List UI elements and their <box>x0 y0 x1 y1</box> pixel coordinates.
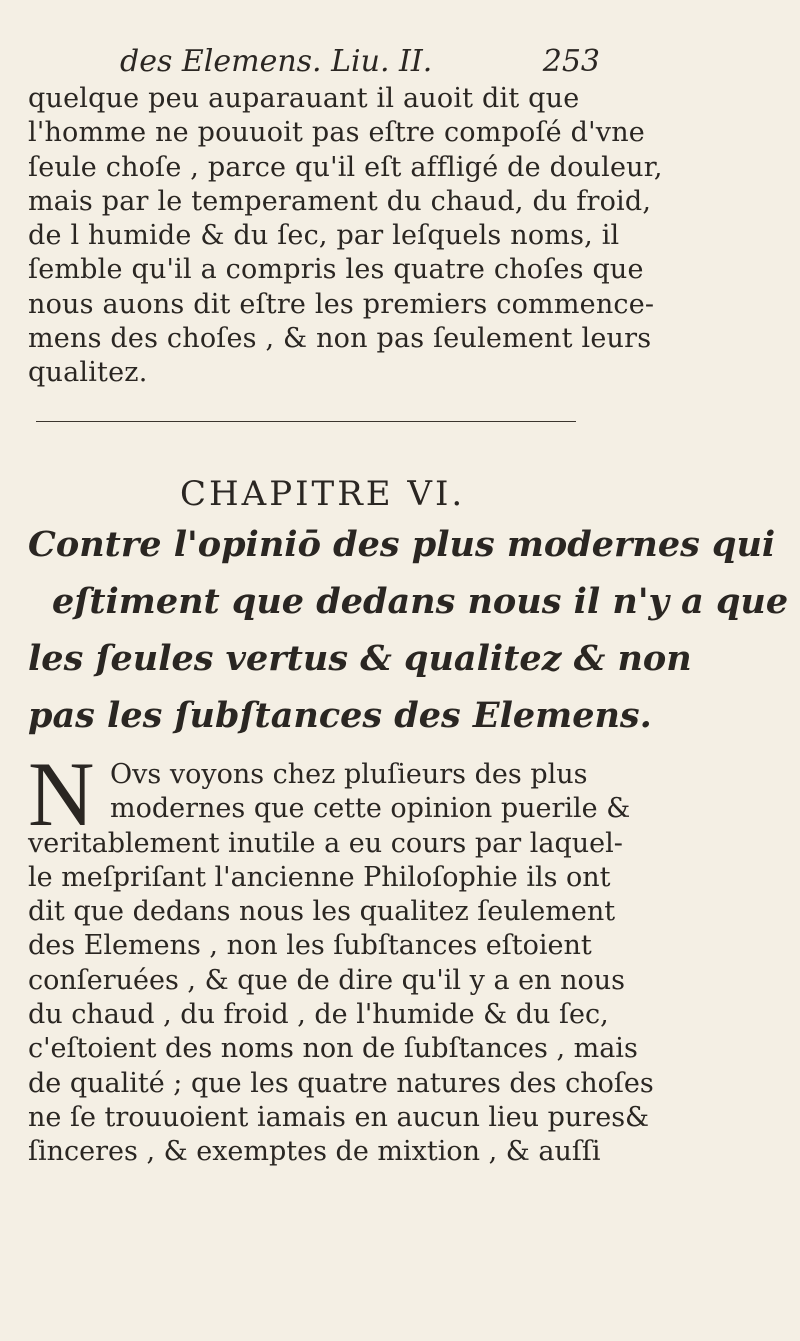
text-line: ne ſe trouuoient iamais en aucun lieu pures& <box>28 1101 650 1133</box>
page-number: 253 <box>542 44 600 79</box>
text-line: de l humide & du ſec, par leſquels noms, il <box>28 220 620 252</box>
text-line: veritablement inutile a eu cours par laquel- <box>28 827 623 859</box>
body-paragraph <box>28 743 788 1170</box>
drop-cap: N <box>28 743 95 845</box>
text-line: conſeruées , & que de dire qu'il y a en nous <box>28 964 625 996</box>
chapter-title-line: les ſeules vertus & qualitez & non <box>28 638 692 679</box>
chapter-title-line: eſtiment que dedans nous il n'y a que <box>52 581 789 622</box>
text-line: Ovs voyons chez pluſieurs des plus <box>110 759 588 790</box>
text-line: l'homme ne pouuoit pas eſtre compoſé d'vne <box>28 117 645 149</box>
text-line: ſemble qu'il a compris les quatre choſes que <box>28 254 644 286</box>
text-line: des Elemens , non les ſubſtances eſtoient <box>28 930 592 962</box>
running-head-title: des Elemens. Liu. II. <box>120 44 433 79</box>
text-line: du chaud , du froid , de l'humide & du ſec, <box>28 999 609 1031</box>
text-line: c'eſtoient des noms non de ſubſtances , mais <box>28 1033 638 1065</box>
running-head <box>120 40 600 84</box>
text-line: de qualité ; que les quatre natures des choſes <box>28 1067 654 1099</box>
chapter-title-line: Contre l'opiniō des plus modernes qui <box>28 524 776 565</box>
intro-paragraph <box>28 82 788 391</box>
text-line: nous auons dit eſtre les premiers commence- <box>28 288 655 320</box>
text-line: ſeule choſe , parce qu'il eſt affligé de douleur, <box>28 151 663 183</box>
text-line: modernes que cette opinion puerile & <box>110 793 631 825</box>
text-line: qualitez. <box>28 357 148 389</box>
text-line: dit que dedans nous les qualitez ſeulement <box>28 896 616 928</box>
text-line: le meſpriſant l'ancienne Philoſophie ils ont <box>28 861 611 893</box>
section-divider <box>36 421 576 422</box>
chapter-title <box>28 516 788 744</box>
text-line: ſinceres , & exemptes de mixtion , & auſſi <box>28 1136 601 1168</box>
chapter-title-line: pas les ſubſtances des Elemens. <box>28 695 652 736</box>
text-line: mens des choſes , & non pas ſeulement leurs <box>28 323 652 355</box>
chapter-heading: CHAPITRE VI. <box>180 474 466 514</box>
text-line: quelque peu auparauant il auoit dit que <box>28 83 580 114</box>
text-line: mais par le temperament du chaud, du froid, <box>28 185 652 217</box>
